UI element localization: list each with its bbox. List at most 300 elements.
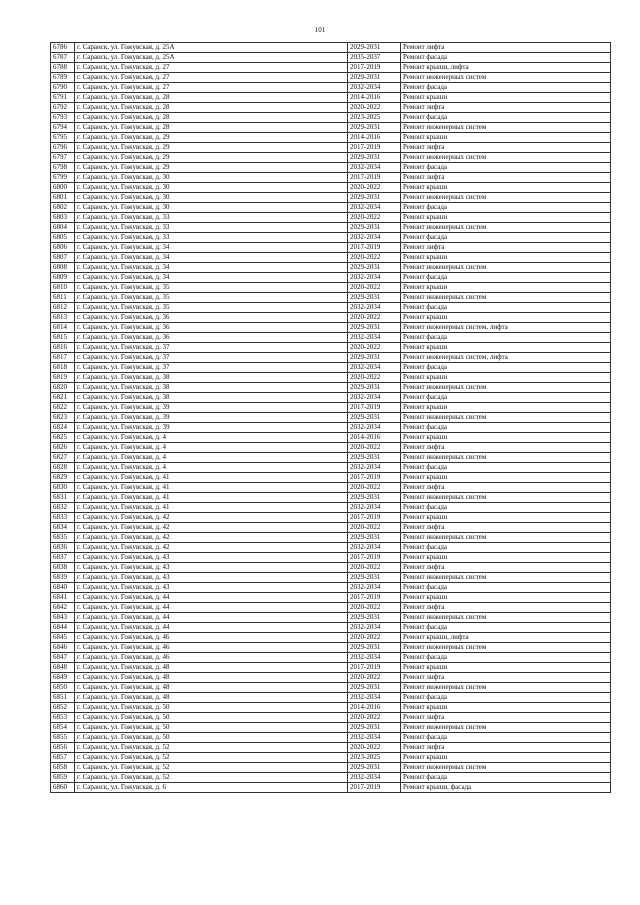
address-cell: г. Саранск, ул. Гожувская, д. 48 — [75, 663, 348, 673]
table-row — [51, 223, 611, 233]
period-cell: 2032-2034 — [348, 733, 401, 743]
row-number-cell: 6818 — [51, 363, 75, 373]
table-row — [51, 633, 611, 643]
work-type-cell: Ремонт фасада — [401, 113, 611, 123]
table-row — [51, 733, 611, 743]
row-number-cell: 6846 — [51, 643, 75, 653]
address-cell: г. Саранск, ул. Гожувская, д. 44 — [75, 593, 348, 603]
period-cell: 2020-2022 — [348, 603, 401, 613]
address-cell: г. Саранск, ул. Гожувская, д. 41 — [75, 503, 348, 513]
period-cell: 2032-2034 — [348, 623, 401, 633]
period-cell: 2017-2019 — [348, 243, 401, 253]
address-cell: г. Саранск, ул. Гожувская, д. 33 — [75, 233, 348, 243]
period-cell: 2032-2034 — [348, 233, 401, 243]
address-cell: г. Саранск, ул. Гожувская, д. 44 — [75, 603, 348, 613]
work-type-cell: Ремонт крыши — [401, 133, 611, 143]
period-cell: 2029-2031 — [348, 493, 401, 503]
row-number-cell: 6805 — [51, 233, 75, 243]
period-cell: 2032-2034 — [348, 463, 401, 473]
work-type-cell: Ремонт крыши, лифта — [401, 63, 611, 73]
period-cell: 2032-2034 — [348, 333, 401, 343]
work-type-cell: Ремонт инженерных систем — [401, 193, 611, 203]
period-cell: 2032-2034 — [348, 83, 401, 93]
row-number-cell: 6848 — [51, 663, 75, 673]
period-cell: 2020-2022 — [348, 313, 401, 323]
address-cell: г. Саранск, ул. Гожувская, д. 43 — [75, 583, 348, 593]
period-cell: 2014-2016 — [348, 433, 401, 443]
period-cell: 2032-2034 — [348, 273, 401, 283]
table-row — [51, 323, 611, 333]
period-cell: 2032-2034 — [348, 773, 401, 783]
table-row — [51, 573, 611, 583]
table-row — [51, 353, 611, 363]
address-cell: г. Саранск, ул. Гожувская, д. 42 — [75, 513, 348, 523]
table-row — [51, 703, 611, 713]
address-cell: г. Саранск, ул. Гожувская, д. 29 — [75, 133, 348, 143]
row-number-cell: 6830 — [51, 483, 75, 493]
address-cell: г. Саранск, ул. Гожувская, д. 39 — [75, 403, 348, 413]
table-row — [51, 423, 611, 433]
row-number-cell: 6801 — [51, 193, 75, 203]
work-type-cell: Ремонт крыши — [401, 403, 611, 413]
row-number-cell: 6800 — [51, 183, 75, 193]
address-cell: г. Саранск, ул. Гожувская, д. 42 — [75, 523, 348, 533]
address-cell: г. Саранск, ул. Гожувская, д. 37 — [75, 353, 348, 363]
table-row — [51, 663, 611, 673]
work-type-cell: Ремонт лифта — [401, 173, 611, 183]
table-row — [51, 293, 611, 303]
table-row — [51, 483, 611, 493]
row-number-cell: 6798 — [51, 163, 75, 173]
work-type-cell: Ремонт крыши, лифта — [401, 633, 611, 643]
table-body — [51, 43, 611, 793]
table-row — [51, 233, 611, 243]
work-type-cell: Ремонт лифта — [401, 43, 611, 53]
period-cell: 2020-2022 — [348, 673, 401, 683]
period-cell: 2020-2022 — [348, 343, 401, 353]
work-type-cell: Ремонт фасада — [401, 463, 611, 473]
row-number-cell: 6841 — [51, 593, 75, 603]
row-number-cell: 6821 — [51, 393, 75, 403]
work-type-cell: Ремонт фасада — [401, 653, 611, 663]
period-cell: 2017-2019 — [348, 593, 401, 603]
work-type-cell: Ремонт лифта — [401, 243, 611, 253]
address-cell: г. Саранск, ул. Гожувская, д. 34 — [75, 253, 348, 263]
address-cell: г. Саранск, ул. Гожувская, д. 50 — [75, 703, 348, 713]
work-type-cell: Ремонт инженерных систем — [401, 383, 611, 393]
address-cell: г. Саранск, ул. Гожувская, д. 30 — [75, 193, 348, 203]
work-type-cell: Ремонт лифта — [401, 743, 611, 753]
table-row — [51, 683, 611, 693]
address-cell: г. Саранск, ул. Гожувская, д. 29 — [75, 153, 348, 163]
period-cell: 2032-2034 — [348, 503, 401, 513]
address-cell: г. Саранск, ул. Гожувская, д. 29 — [75, 163, 348, 173]
table-row — [51, 403, 611, 413]
period-cell: 2029-2031 — [348, 353, 401, 363]
work-type-cell: Ремонт инженерных систем, лифта — [401, 323, 611, 333]
work-type-cell: Ремонт лифта — [401, 523, 611, 533]
table-row — [51, 43, 611, 53]
row-number-cell: 6834 — [51, 523, 75, 533]
row-number-cell: 6807 — [51, 253, 75, 263]
table-row — [51, 583, 611, 593]
table-row — [51, 373, 611, 383]
row-number-cell: 6809 — [51, 273, 75, 283]
table-row — [51, 603, 611, 613]
work-type-cell: Ремонт инженерных систем — [401, 453, 611, 463]
row-number-cell: 6787 — [51, 53, 75, 63]
table-row — [51, 393, 611, 403]
work-type-cell: Ремонт фасада — [401, 503, 611, 513]
work-type-cell: Ремонт лифта — [401, 103, 611, 113]
table-row — [51, 103, 611, 113]
row-number-cell: 6812 — [51, 303, 75, 313]
work-type-cell: Ремонт крыши — [401, 473, 611, 483]
work-type-cell: Ремонт лифта — [401, 713, 611, 723]
period-cell: 2017-2019 — [348, 783, 401, 793]
address-cell: г. Саранск, ул. Гожувская, д. 38 — [75, 373, 348, 383]
table-row — [51, 473, 611, 483]
period-cell: 2029-2031 — [348, 193, 401, 203]
table-row — [51, 243, 611, 253]
work-type-cell: Ремонт крыши — [401, 343, 611, 353]
work-type-cell: Ремонт лифта — [401, 483, 611, 493]
row-number-cell: 6803 — [51, 213, 75, 223]
table-row — [51, 463, 611, 473]
row-number-cell: 6796 — [51, 143, 75, 153]
address-cell: г. Саранск, ул. Гожувская, д. 50 — [75, 713, 348, 723]
row-number-cell: 6804 — [51, 223, 75, 233]
period-cell: 2020-2022 — [348, 713, 401, 723]
address-cell: г. Саранск, ул. Гожувская, д. 28 — [75, 93, 348, 103]
table-row — [51, 263, 611, 273]
period-cell: 2023-2025 — [348, 113, 401, 123]
address-cell: г. Саранск, ул. Гожувская, д. 33 — [75, 223, 348, 233]
address-cell: г. Саранск, ул. Гожувская, д. 41 — [75, 483, 348, 493]
table-row — [51, 513, 611, 523]
table-row — [51, 123, 611, 133]
address-cell: г. Саранск, ул. Гожувская, д. 52 — [75, 763, 348, 773]
row-number-cell: 6799 — [51, 173, 75, 183]
work-type-cell: Ремонт инженерных систем — [401, 613, 611, 623]
row-number-cell: 6810 — [51, 283, 75, 293]
row-number-cell: 6838 — [51, 563, 75, 573]
row-number-cell: 6832 — [51, 503, 75, 513]
address-cell: г. Саранск, ул. Гожувская, д. 52 — [75, 773, 348, 783]
row-number-cell: 6855 — [51, 733, 75, 743]
row-number-cell: 6836 — [51, 543, 75, 553]
work-type-cell: Ремонт инженерных систем — [401, 533, 611, 543]
table-row — [51, 363, 611, 373]
address-cell: г. Саранск, ул. Гожувская, д. 37 — [75, 343, 348, 353]
period-cell: 2020-2022 — [348, 563, 401, 573]
work-type-cell: Ремонт крыши — [401, 283, 611, 293]
row-number-cell: 6825 — [51, 433, 75, 443]
work-type-cell: Ремонт фасада — [401, 733, 611, 743]
table-row — [51, 723, 611, 733]
work-type-cell: Ремонт крыши — [401, 183, 611, 193]
work-type-cell: Ремонт фасада — [401, 203, 611, 213]
work-type-cell: Ремонт крыши — [401, 313, 611, 323]
table-row — [51, 453, 611, 463]
address-cell: г. Саранск, ул. Гожувская, д. 38 — [75, 383, 348, 393]
table-row — [51, 533, 611, 543]
table-row — [51, 303, 611, 313]
row-number-cell: 6794 — [51, 123, 75, 133]
period-cell: 2020-2022 — [348, 253, 401, 263]
table-row — [51, 653, 611, 663]
address-cell: г. Саранск, ул. Гожувская, д. 43 — [75, 573, 348, 583]
address-cell: г. Саранск, ул. Гожувская, д. 50 — [75, 733, 348, 743]
period-cell: 2029-2031 — [348, 123, 401, 133]
period-cell: 2029-2031 — [348, 293, 401, 303]
work-type-cell: Ремонт инженерных систем — [401, 73, 611, 83]
address-cell: г. Саранск, ул. Гожувская, д. 25А — [75, 53, 348, 63]
address-cell: г. Саранск, ул. Гожувская, д. 48 — [75, 673, 348, 683]
address-cell: г. Саранск, ул. Гожувская, д. 33 — [75, 213, 348, 223]
period-cell: 2020-2022 — [348, 103, 401, 113]
table-row — [51, 53, 611, 63]
address-cell: г. Саранск, ул. Гожувская, д. 35 — [75, 293, 348, 303]
table-row — [51, 613, 611, 623]
period-cell: 2017-2019 — [348, 63, 401, 73]
row-number-cell: 6831 — [51, 493, 75, 503]
address-cell: г. Саранск, ул. Гожувская, д. 50 — [75, 723, 348, 733]
table-row — [51, 283, 611, 293]
work-type-cell: Ремонт фасада — [401, 423, 611, 433]
period-cell: 2029-2031 — [348, 573, 401, 583]
work-type-cell: Ремонт крыши — [401, 373, 611, 383]
row-number-cell: 6858 — [51, 763, 75, 773]
table-row — [51, 273, 611, 283]
row-number-cell: 6851 — [51, 693, 75, 703]
period-cell: 2029-2031 — [348, 613, 401, 623]
table-row — [51, 183, 611, 193]
work-type-cell: Ремонт фасада — [401, 773, 611, 783]
address-cell: г. Саранск, ул. Гожувская, д. 30 — [75, 203, 348, 213]
row-number-cell: 6837 — [51, 553, 75, 563]
row-number-cell: 6802 — [51, 203, 75, 213]
work-type-cell: Ремонт инженерных систем — [401, 683, 611, 693]
row-number-cell: 6819 — [51, 373, 75, 383]
period-cell: 2029-2031 — [348, 323, 401, 333]
address-cell: г. Саранск, ул. Гожувская, д. 34 — [75, 263, 348, 273]
row-number-cell: 6847 — [51, 653, 75, 663]
period-cell: 2029-2031 — [348, 223, 401, 233]
address-cell: г. Саранск, ул. Гожувская, д. 36 — [75, 313, 348, 323]
row-number-cell: 6859 — [51, 773, 75, 783]
table-row — [51, 673, 611, 683]
table-row — [51, 763, 611, 773]
row-number-cell: 6829 — [51, 473, 75, 483]
row-number-cell: 6839 — [51, 573, 75, 583]
row-number-cell: 6843 — [51, 613, 75, 623]
repair-schedule-table — [50, 42, 611, 793]
work-type-cell: Ремонт фасада — [401, 333, 611, 343]
address-cell: г. Саранск, ул. Гожувская, д. 4 — [75, 463, 348, 473]
address-cell: г. Саранск, ул. Гожувская, д. 4 — [75, 453, 348, 463]
work-type-cell: Ремонт фасада — [401, 693, 611, 703]
period-cell: 2032-2034 — [348, 393, 401, 403]
period-cell: 2020-2022 — [348, 373, 401, 383]
work-type-cell: Ремонт фасада — [401, 163, 611, 173]
period-cell: 2020-2022 — [348, 213, 401, 223]
work-type-cell: Ремонт крыши — [401, 703, 611, 713]
work-type-cell: Ремонт фасада — [401, 83, 611, 93]
table-row — [51, 173, 611, 183]
work-type-cell: Ремонт инженерных систем, лифта — [401, 353, 611, 363]
table-row — [51, 113, 611, 123]
period-cell: 2020-2022 — [348, 283, 401, 293]
row-number-cell: 6789 — [51, 73, 75, 83]
period-cell: 2014-2016 — [348, 93, 401, 103]
address-cell: г. Саранск, ул. Гожувская, д. 30 — [75, 173, 348, 183]
row-number-cell: 6816 — [51, 343, 75, 353]
address-cell: г. Саранск, ул. Гожувская, д. 38 — [75, 393, 348, 403]
address-cell: г. Саранск, ул. Гожувская, д. 46 — [75, 643, 348, 653]
row-number-cell: 6808 — [51, 263, 75, 273]
work-type-cell: Ремонт крыши — [401, 663, 611, 673]
period-cell: 2014-2016 — [348, 703, 401, 713]
work-type-cell: Ремонт лифта — [401, 443, 611, 453]
period-cell: 2029-2031 — [348, 533, 401, 543]
table-row — [51, 643, 611, 653]
work-type-cell: Ремонт фасада — [401, 583, 611, 593]
row-number-cell: 6786 — [51, 43, 75, 53]
row-number-cell: 6854 — [51, 723, 75, 733]
row-number-cell: 6817 — [51, 353, 75, 363]
work-type-cell: Ремонт лифта — [401, 143, 611, 153]
period-cell: 2023-2025 — [348, 753, 401, 763]
period-cell: 2029-2031 — [348, 643, 401, 653]
work-type-cell: Ремонт крыши — [401, 253, 611, 263]
period-cell: 2032-2034 — [348, 423, 401, 433]
row-number-cell: 6827 — [51, 453, 75, 463]
row-number-cell: 6813 — [51, 313, 75, 323]
address-cell: г. Саранск, ул. Гожувская, д. 27 — [75, 73, 348, 83]
row-number-cell: 6850 — [51, 683, 75, 693]
work-type-cell: Ремонт инженерных систем — [401, 763, 611, 773]
table-row — [51, 343, 611, 353]
work-type-cell: Ремонт крыши — [401, 593, 611, 603]
table-row — [51, 523, 611, 533]
row-number-cell: 6793 — [51, 113, 75, 123]
work-type-cell: Ремонт инженерных систем — [401, 293, 611, 303]
period-cell: 2014-2016 — [348, 133, 401, 143]
table-row — [51, 773, 611, 783]
table-row — [51, 443, 611, 453]
period-cell: 2029-2031 — [348, 723, 401, 733]
table-row — [51, 193, 611, 203]
table-row — [51, 433, 611, 443]
period-cell: 2032-2034 — [348, 583, 401, 593]
table-row — [51, 63, 611, 73]
period-cell: 2017-2019 — [348, 553, 401, 563]
address-cell: г. Саранск, ул. Гожувская, д. 34 — [75, 273, 348, 283]
address-cell: г. Саранск, ул. Гожувская, д. 39 — [75, 423, 348, 433]
table-row — [51, 313, 611, 323]
table-row — [51, 693, 611, 703]
table-row — [51, 413, 611, 423]
period-cell: 2017-2019 — [348, 403, 401, 413]
address-cell: г. Саранск, ул. Гожувская, д. 44 — [75, 613, 348, 623]
address-cell: г. Саранск, ул. Гожувская, д. 36 — [75, 333, 348, 343]
period-cell: 2032-2034 — [348, 363, 401, 373]
address-cell: г. Саранск, ул. Гожувская, д. 30 — [75, 183, 348, 193]
period-cell: 2017-2019 — [348, 473, 401, 483]
address-cell: г. Саранск, ул. Гожувская, д. 28 — [75, 113, 348, 123]
work-type-cell: Ремонт инженерных систем — [401, 153, 611, 163]
table-row — [51, 163, 611, 173]
work-type-cell: Ремонт фасада — [401, 623, 611, 633]
table-row — [51, 73, 611, 83]
work-type-cell: Ремонт крыши — [401, 553, 611, 563]
table-row — [51, 593, 611, 603]
row-number-cell: 6814 — [51, 323, 75, 333]
work-type-cell: Ремонт крыши — [401, 213, 611, 223]
work-type-cell: Ремонт лифта — [401, 563, 611, 573]
period-cell: 2017-2019 — [348, 173, 401, 183]
table-row — [51, 503, 611, 513]
row-number-cell: 6845 — [51, 633, 75, 643]
table-row — [51, 133, 611, 143]
period-cell: 2020-2022 — [348, 183, 401, 193]
address-cell: г. Саранск, ул. Гожувская, д. 25А — [75, 43, 348, 53]
work-type-cell: Ремонт инженерных систем — [401, 493, 611, 503]
address-cell: г. Саранск, ул. Гожувская, д. 43 — [75, 563, 348, 573]
table-row — [51, 713, 611, 723]
table-row — [51, 553, 611, 563]
period-cell: 2032-2034 — [348, 543, 401, 553]
row-number-cell: 6811 — [51, 293, 75, 303]
work-type-cell: Ремонт инженерных систем — [401, 223, 611, 233]
address-cell: г. Саранск, ул. Гожувская, д. 4 — [75, 433, 348, 443]
row-number-cell: 6835 — [51, 533, 75, 543]
address-cell: г. Саранск, ул. Гожувская, д. 44 — [75, 623, 348, 633]
period-cell: 2020-2022 — [348, 743, 401, 753]
work-type-cell: Ремонт инженерных систем — [401, 723, 611, 733]
address-cell: г. Саранск, ул. Гожувская, д. 35 — [75, 303, 348, 313]
address-cell: г. Саранск, ул. Гожувская, д. 42 — [75, 533, 348, 543]
period-cell: 2029-2031 — [348, 43, 401, 53]
period-cell: 2029-2031 — [348, 763, 401, 773]
address-cell: г. Саранск, ул. Гожувская, д. 37 — [75, 363, 348, 373]
address-cell: г. Саранск, ул. Гожувская, д. 52 — [75, 753, 348, 763]
row-number-cell: 6842 — [51, 603, 75, 613]
work-type-cell: Ремонт крыши — [401, 93, 611, 103]
period-cell: 2029-2031 — [348, 73, 401, 83]
address-cell: г. Саранск, ул. Гожувская, д. 52 — [75, 743, 348, 753]
address-cell: г. Саранск, ул. Гожувская, д. 41 — [75, 493, 348, 503]
table-row — [51, 493, 611, 503]
row-number-cell: 6795 — [51, 133, 75, 143]
period-cell: 2017-2019 — [348, 143, 401, 153]
table-row — [51, 93, 611, 103]
address-cell: г. Саранск, ул. Гожувская, д. 46 — [75, 653, 348, 663]
table-row — [51, 783, 611, 793]
row-number-cell: 6824 — [51, 423, 75, 433]
table-row — [51, 623, 611, 633]
work-type-cell: Ремонт инженерных систем — [401, 123, 611, 133]
table-row — [51, 543, 611, 553]
table-row — [51, 383, 611, 393]
row-number-cell: 6828 — [51, 463, 75, 473]
period-cell: 2017-2019 — [348, 513, 401, 523]
address-cell: г. Саранск, ул. Гожувская, д. 35 — [75, 283, 348, 293]
work-type-cell: Ремонт фасада — [401, 53, 611, 63]
work-type-cell: Ремонт крыши — [401, 513, 611, 523]
address-cell: г. Саранск, ул. Гожувская, д. 28 — [75, 123, 348, 133]
